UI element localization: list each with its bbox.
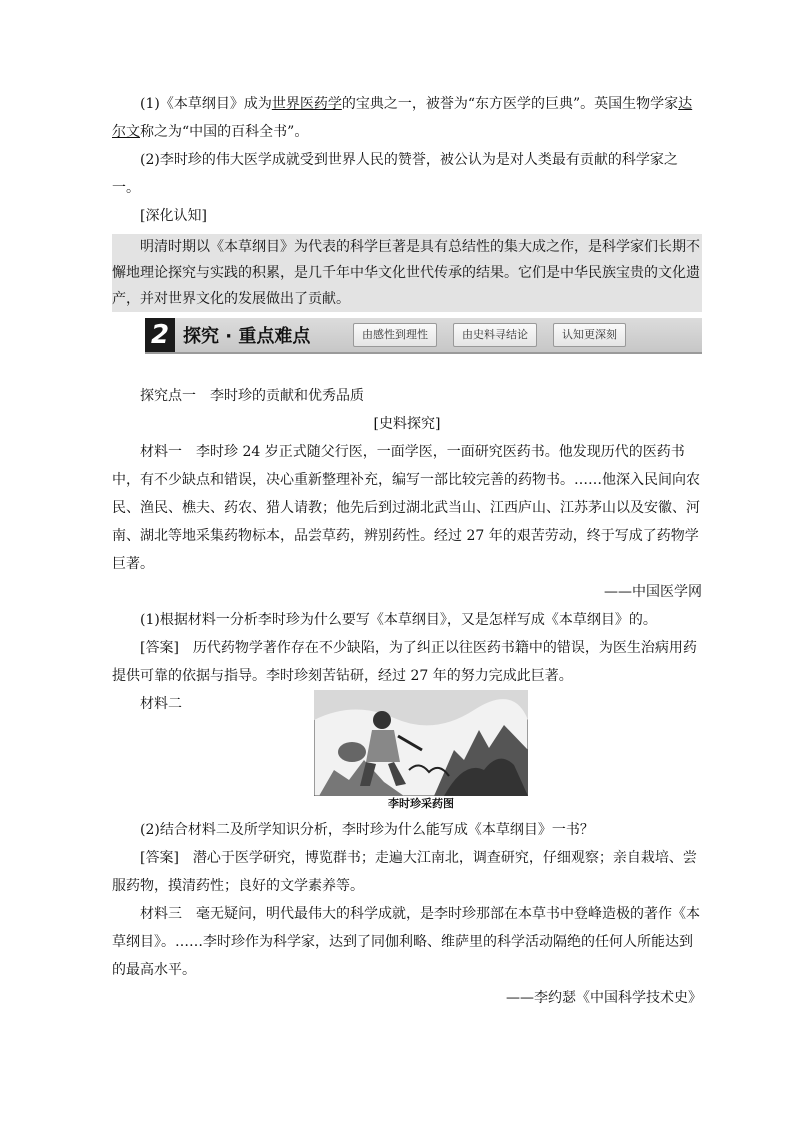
intro-paragraph-2: (2)李时珍的伟大医学成就受到世界人民的赞誉，被公认为是对人类最有贡献的科学家之一。: [112, 152, 678, 196]
herb-gathering-illustration: [314, 690, 528, 814]
material-one: 材料一 李时珍 24 岁正式随父行医，一面学医，一面研究医药书。他发现历代的医药书中，有不少缺点和错误，决心重新整理补充，编写一部比较完善的药物书。……他深入民间向农民、渔民、樵夫、药农、猎人请教；他先后到过湖北武当山、江西庐山、江苏茅山以及安徽、河南、湖北等地采集药物标本，品尝草药，辨别药性。经过 27 年的艰苦劳动，终于写成了药物学巨著。: [112, 444, 700, 572]
section-body-continued: [112, 816, 702, 1012]
section-body: [112, 382, 702, 718]
material-three-source: ——李约瑟《中国科学技术史》: [506, 990, 702, 1006]
question-one: (1)根据材料一分析李时珍为什么要写《本草纲目》，又是怎样写成《本草纲目》的。: [140, 612, 657, 628]
illustration-image: [314, 690, 528, 796]
figure-caption: 李时珍采药图: [388, 797, 454, 810]
source-explore-label: [史料探究]: [373, 416, 441, 432]
answer-text: 历代药物学著作存在不少缺陷，为了纠正以往医药书籍中的错误，为医生治病用药提供可靠的依据与指导。李时珍刻苦钻研，经过 27 年的努力完成此巨著。: [112, 640, 697, 684]
deep-summary-box: [112, 234, 702, 312]
answer-two: [112, 844, 702, 900]
text-run: (1)《本草纲目》成为: [140, 96, 272, 112]
answer-label: [答案]: [140, 850, 179, 866]
material-two-label: 材料二: [140, 696, 182, 712]
section-title: 探究 · 重点难点: [183, 326, 311, 347]
banner-tag: 认知更深刻: [553, 323, 626, 347]
deep-label: [深化认知]: [140, 208, 207, 224]
underlined-term: 达尔文: [112, 96, 693, 140]
banner-tag: 由史料寻结论: [453, 323, 537, 347]
intro-paragraph-1: [112, 90, 702, 146]
answer-text: 潜心于医学研究，博览群书；走遍大江南北，调查研究，仔细观察；亲自栽培、尝服药物，摸清药性；良好的文学素养等。: [112, 850, 697, 894]
underlined-term: 世界医药学: [271, 96, 342, 112]
question-two: (2)结合材料二及所学知识分析，李时珍为什么能写成《本草纲目》一书？: [140, 822, 594, 838]
text-run: 的宝典之一，被誉为“东方医学的巨典”。英国生物学家: [341, 96, 679, 112]
answer-label: [答案]: [140, 640, 179, 656]
material-three: 材料三 毫无疑问，明代最伟大的科学成就，是李时珍那部在本草书中登峰造极的著作《本草纲目》。……李时珍作为科学家，达到了同伽利略、维萨里的科学活动隔绝的任何人所能达到的最高水平。: [112, 906, 700, 978]
answer-one: [112, 634, 702, 690]
exploration-point: 探究点一 李时珍的贡献和优秀品质: [140, 388, 364, 404]
section-number-badge: 2: [145, 318, 175, 352]
deep-summary-text: 明清时期以《本草纲目》为代表的科学巨著是具有总结性的集大成之作，是科学家们长期不懈地理论探究与实践的积累，是几千年中华文化世代传承的结果。它们是中华民族宝贵的文化遗产，并对世界文化的发展做出了贡献。: [112, 239, 700, 307]
material-one-source: ——中国医学网: [604, 584, 702, 600]
text-run: 称之为“中国的百科全书”。: [140, 124, 309, 140]
section-banner: [145, 318, 702, 354]
document-page: [112, 0, 702, 312]
banner-tag: 由感性到理性: [353, 323, 437, 347]
